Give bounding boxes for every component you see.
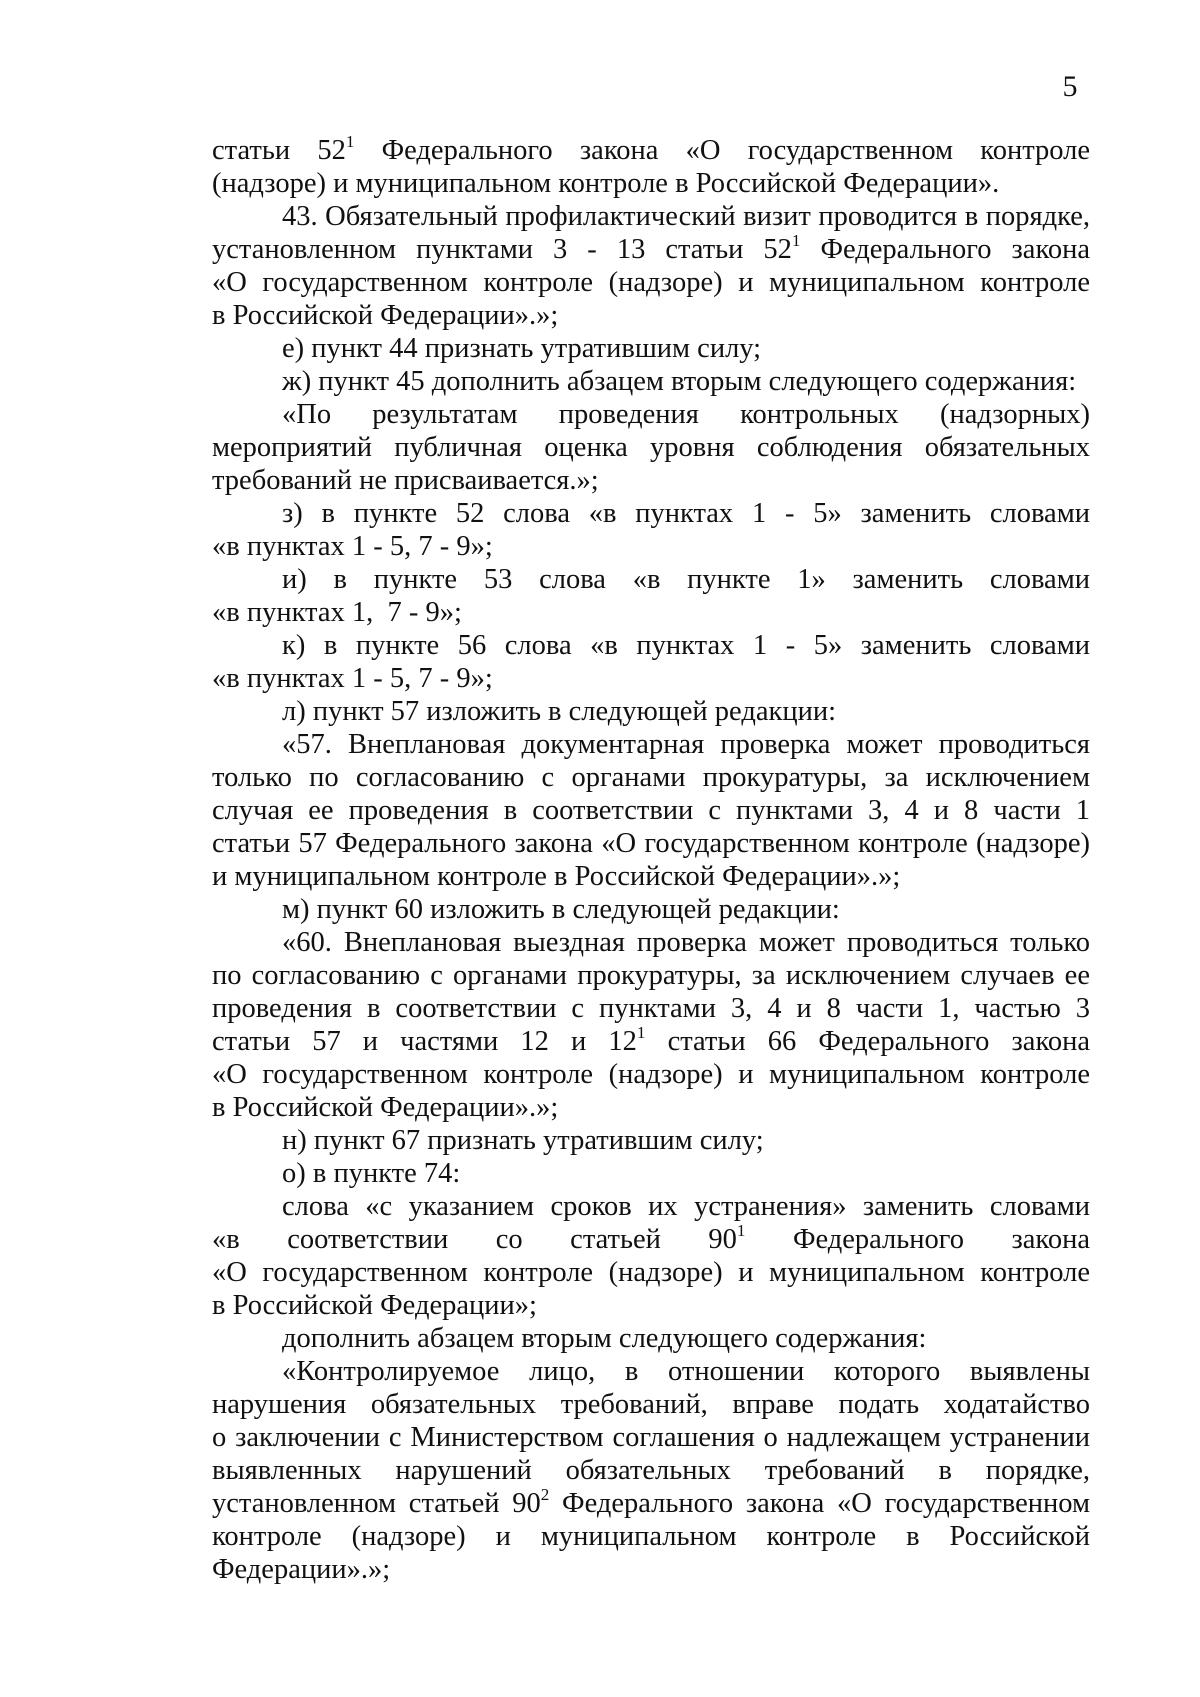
text-line — [212, 662, 1090, 695]
line-text: статьи 57 Федерального закона «О государственном контроле (надзоре) — [212, 828, 1090, 859]
line-text: слова «с указанием сроков их устранения» заменить словами — [282, 1191, 1090, 1222]
line-text: «О государственном контроле (надзоре) и муниципальном контроле — [212, 1059, 1090, 1090]
line-text: в Российской Федерации»; — [212, 1290, 537, 1321]
line-text: по согласованию с органами прокуратуры, за исключением случаев ее — [212, 960, 1090, 991]
line-text: о) в пункте 74: — [282, 1158, 461, 1189]
line-text: «По результатам проведения контрольных (надзорных) — [282, 399, 1090, 430]
text-line — [212, 1256, 1090, 1289]
text-line — [212, 1388, 1090, 1421]
text-line — [212, 1454, 1090, 1487]
line-text: «в соответствии со статьей 90 — [212, 1224, 737, 1255]
line-text: «О государственном контроле (надзоре) и муниципальном контроле — [212, 1257, 1090, 1288]
text-line — [212, 1289, 1090, 1322]
line-text: и) в пункте 53 слова «в пункте 1» заменить словами — [282, 564, 1090, 595]
document-body — [212, 134, 1090, 1586]
line-text: статьи 57 и частями 12 и 12 — [212, 1026, 637, 1057]
text-line — [212, 134, 1090, 167]
text-line — [212, 959, 1090, 992]
text-line — [212, 1355, 1090, 1388]
text-line — [212, 563, 1090, 596]
superscript-index: 2 — [540, 1485, 550, 1505]
superscript-index: 1 — [345, 132, 355, 152]
line-text: л) пункт 57 изложить в следующей редакции: — [282, 696, 836, 727]
text-line — [212, 596, 1090, 629]
line-text: проведения в соответствии с пунктами 3, 4 и 8 части 1, частью 3 — [212, 993, 1090, 1024]
line-text: контроле (надзоре) и муниципальном контроле в Российской — [212, 1521, 1090, 1552]
text-line — [212, 497, 1090, 530]
line-text: нарушения обязательных требований, вправе подать ходатайство — [212, 1389, 1090, 1420]
text-line — [212, 431, 1090, 464]
text-line — [212, 200, 1090, 233]
text-line — [212, 1322, 1090, 1355]
line-text-continued: Федерального закона «О государственном контроле — [354, 135, 1091, 166]
line-text: «60. Внеплановая выездная проверка может проводиться только — [282, 927, 1090, 958]
text-line — [212, 1553, 1090, 1586]
line-text: «Контролируемое лицо, в отношении которого выявлены — [282, 1356, 1090, 1387]
line-text: в Российской Федерации».»; — [212, 1092, 559, 1123]
text-line — [212, 299, 1090, 332]
text-line — [212, 629, 1090, 662]
line-text: «в пунктах 1 - 5, 7 - 9»; — [212, 663, 493, 694]
text-line — [212, 761, 1090, 794]
line-text: «О государственном контроле (надзоре) и муниципальном контроле — [212, 267, 1090, 298]
superscript-index: 1 — [791, 231, 801, 251]
text-line — [212, 332, 1090, 365]
text-line — [212, 1025, 1090, 1058]
text-line — [212, 728, 1090, 761]
line-text: мероприятий публичная оценка уровня соблюдения обязательных — [212, 432, 1090, 463]
text-line — [212, 1058, 1090, 1091]
line-text: з) в пункте 52 слова «в пунктах 1 - 5» заменить словами — [282, 498, 1090, 529]
text-line — [212, 794, 1090, 827]
line-text: только по согласованию с органами прокуратуры, за исключением — [212, 762, 1090, 793]
line-text: установленном статьей 90 — [212, 1488, 541, 1519]
text-line — [212, 233, 1090, 266]
line-text: м) пункт 60 изложить в следующей редакции: — [282, 894, 840, 925]
superscript-index: 1 — [736, 1221, 746, 1241]
page-number: 5 — [1062, 70, 1078, 103]
line-text: е) пункт 44 признать утратившим силу; — [282, 333, 762, 364]
line-text: н) пункт 67 признать утратившим силу; — [282, 1125, 764, 1156]
line-text: к) в пункте 56 слова «в пунктах 1 - 5» заменить словами — [282, 630, 1090, 661]
text-line — [212, 530, 1090, 563]
text-line — [212, 1124, 1090, 1157]
text-line — [212, 1421, 1090, 1454]
line-text: в Российской Федерации».»; — [212, 300, 559, 331]
text-line — [212, 398, 1090, 431]
line-text-continued: Федерального закона «О государственном — [549, 1488, 1090, 1519]
text-line — [212, 893, 1090, 926]
line-text: и муниципальном контроле в Российской Федерации».»; — [212, 861, 901, 892]
line-text: требований не присваивается.»; — [212, 465, 599, 496]
text-line — [212, 1520, 1090, 1553]
text-line — [212, 464, 1090, 497]
line-text: Федерации».»; — [212, 1554, 391, 1585]
line-text: ж) пункт 45 дополнить абзацем вторым следующего содержания: — [282, 366, 1077, 397]
line-text: (надзоре) и муниципальном контроле в Российской Федерации». — [212, 168, 1000, 199]
text-line — [212, 695, 1090, 728]
line-text: случая ее проведения в соответствии с пунктами 3, 4 и 8 части 1 — [212, 795, 1090, 826]
line-text: «в пунктах 1, 7 - 9»; — [212, 597, 462, 628]
line-text: 43. Обязательный профилактический визит проводится в порядке, — [282, 201, 1090, 232]
text-line — [212, 1157, 1090, 1190]
line-text: «57. Внеплановая документарная проверка может проводиться — [282, 729, 1090, 760]
text-line — [212, 827, 1090, 860]
text-line — [212, 1091, 1090, 1124]
text-line — [212, 992, 1090, 1025]
text-line — [212, 860, 1090, 893]
line-text-continued: Федерального закона — [745, 1224, 1090, 1255]
superscript-index: 1 — [636, 1023, 646, 1043]
text-line — [212, 1190, 1090, 1223]
text-line — [212, 167, 1090, 200]
text-line — [212, 1487, 1090, 1520]
line-text-continued: статьи 66 Федерального закона — [645, 1026, 1090, 1057]
line-text-continued: Федерального закона — [800, 234, 1090, 265]
text-line — [212, 365, 1090, 398]
text-line — [212, 1223, 1090, 1256]
line-text: дополнить абзацем вторым следующего содержания: — [282, 1323, 927, 1354]
line-text: о заключении с Министерством соглашения о надлежащем устранении — [212, 1422, 1090, 1453]
text-line — [212, 926, 1090, 959]
line-text: статьи 52 — [212, 135, 346, 166]
line-text: установленном пунктами 3 - 13 статьи 52 — [212, 234, 792, 265]
line-text: выявленных нарушений обязательных требований в порядке, — [212, 1455, 1090, 1486]
text-line — [212, 266, 1090, 299]
line-text: «в пунктах 1 - 5, 7 - 9»; — [212, 531, 493, 562]
